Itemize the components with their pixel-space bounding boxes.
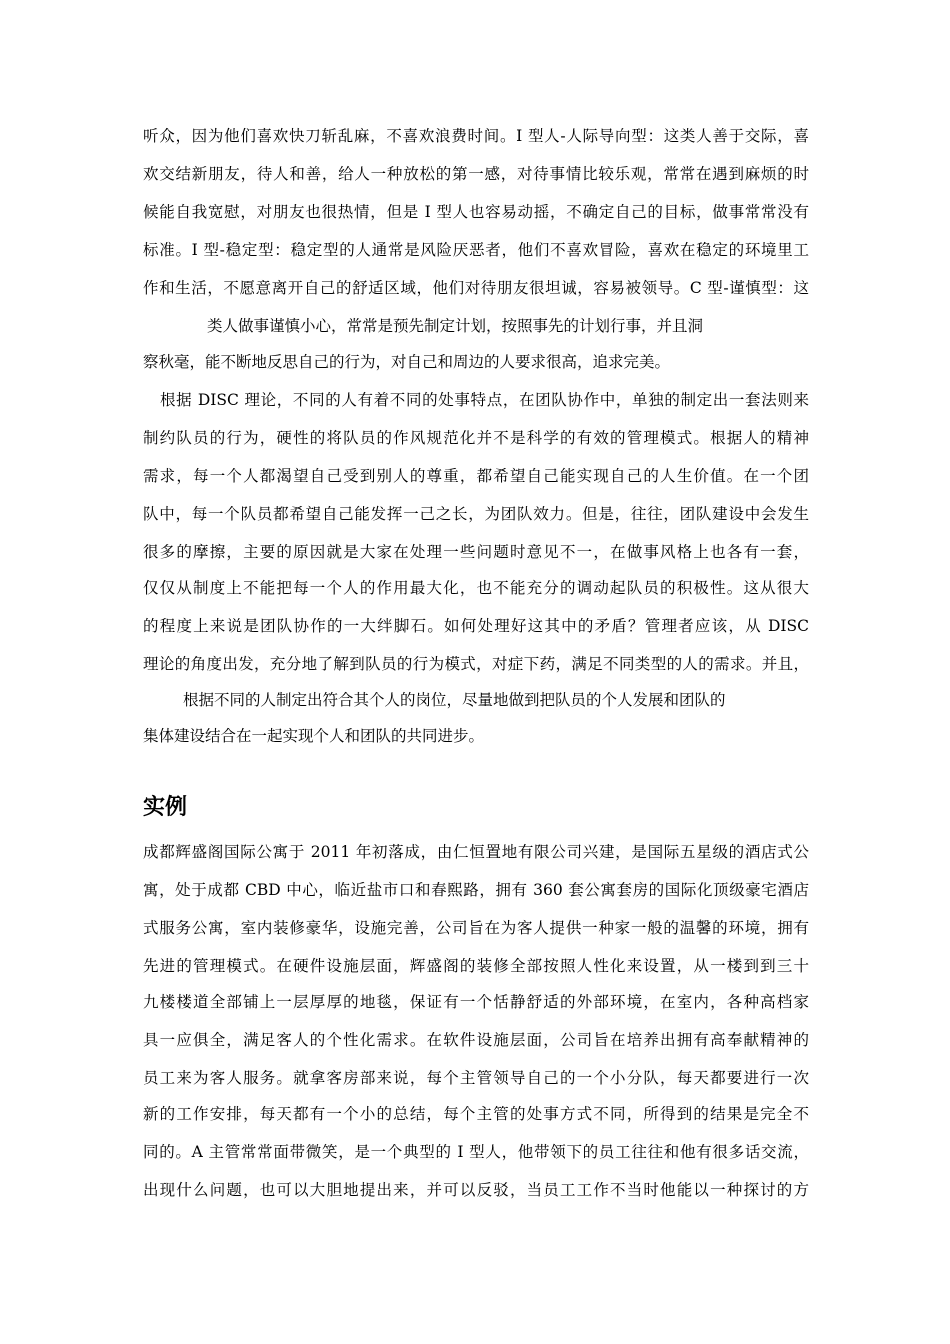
text-line: 出现什么问题，也可以大胆地提出来，并可以反驳，当员工工作不当时他能以一种探讨的方	[143, 1181, 809, 1199]
section-heading: 实例	[143, 795, 188, 820]
text-line: 察秋毫，能不断地反思自己的行为，对自己和周边的人要求很高，追求完美。	[143, 353, 671, 371]
text-line: 同的。A 主管常常面带微笑，是一个典型的 I 型人，他带领下的员工往往和他有很多话交流，	[143, 1143, 809, 1161]
text-line: 的程度上来说是团队协作的一大绊脚石。如何处理好这其中的矛盾？管理者应该，从 DISC	[143, 617, 809, 635]
text-line: 新的工作安排，每天都有一个小的总结，每个主管的处事方式不同，所得到的结果是完全不	[143, 1105, 809, 1123]
text-line: 根据不同的人制定出符合其个人的岗位，尽量地做到把队员的个人发展和团队的	[183, 691, 726, 709]
text-line: 寓，处于成都 CBD 中心，临近盐市口和春熙路，拥有 360 套公寓套房的国际化顶级豪宅酒店	[143, 881, 809, 899]
text-line: 先进的管理模式。在硬件设施层面，辉盛阁的装修全部按照人性化来设置，从一楼到到三十	[143, 957, 809, 975]
text-line: 具一应俱全，满足客人的个性化需求。在软件设施层面，公司旨在培养出拥有高奉献精神的	[143, 1031, 809, 1049]
text-line: 九楼楼道全部铺上一层厚厚的地毯，保证有一个恬静舒适的外部环境，在室内，各种高档家	[143, 993, 809, 1011]
text-line: 集体建设结合在一起实现个人和团队的共同进步。	[143, 727, 485, 745]
text-line: 理论的角度出发，充分地了解到队员的行为模式，对症下药，满足不同类型的人的需求。并且，	[143, 655, 809, 673]
text-line: 欢交结新朋友，待人和善，给人一种放松的第一感，对待事情比较乐观，常常在遇到麻烦的时	[143, 165, 809, 183]
text-line: 成都辉盛阁国际公寓于 2011 年初落成，由仁恒置地有限公司兴建，是国际五星级的酒店式公	[143, 843, 809, 861]
text-line: 类人做事谨慎小心，常常是预先制定计划，按照事先的计划行事，并且洞	[207, 317, 704, 335]
text-line: 听众，因为他们喜欢快刀斩乱麻，不喜欢浪费时间。I 型人-人际导向型：这类人善于交际，喜	[143, 127, 809, 145]
text-line: 队中，每一个队员都希望自己能发挥一己之长，为团队效力。但是，往往，团队建设中会发生	[143, 505, 809, 523]
text-line: 式服务公寓，室内装修豪华，设施完善，公司旨在为客人提供一种家一般的温馨的环境，拥有	[143, 919, 809, 937]
text-line: 制约队员的行为，硬性的将队员的作风规范化并不是科学的有效的管理模式。根据人的精神	[143, 429, 809, 447]
text-line: 需求，每一个人都渴望自己受到别人的尊重，都希望自己能实现自己的人生价值。在一个团	[143, 467, 809, 485]
text-line: 候能自我宽慰，对朋友也很热情，但是 I 型人也容易动摇，不确定自己的目标，做事常常没有	[143, 203, 809, 221]
text-line: 仅仅从制度上不能把每一个人的作用最大化，也不能充分的调动起队员的积极性。这从很大	[143, 579, 809, 597]
text-line: 标准。I 型-稳定型：稳定型的人通常是风险厌恶者，他们不喜欢冒险，喜欢在稳定的环境里工	[143, 241, 809, 259]
text-line: 根据 DISC 理论，不同的人有着不同的处事特点，在团队协作中，单独的制定出一套法则来	[160, 391, 809, 409]
text-line: 作和生活，不愿意离开自己的舒适区域，他们对待朋友很坦诚，容易被领导。C 型-谨慎型：这	[143, 279, 809, 297]
text-line: 员工来为客人服务。就拿客房部来说，每个主管领导自己的一个小分队，每天都要进行一次	[143, 1069, 809, 1087]
text-line: 很多的摩擦，主要的原因就是大家在处理一些问题时意见不一，在做事风格上也各有一套，	[143, 543, 809, 561]
